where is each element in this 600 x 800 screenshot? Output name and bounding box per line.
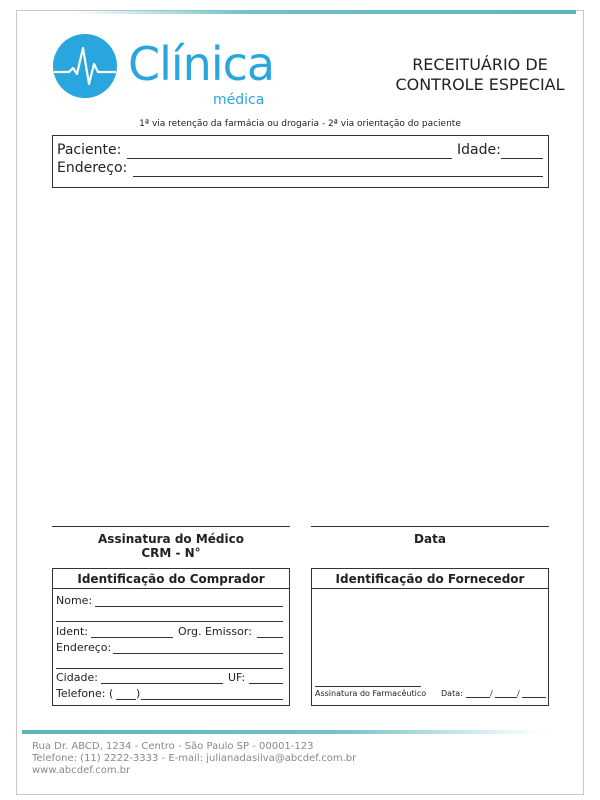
heartbeat-icon [53,34,117,98]
brand-name: Clínica [128,37,275,91]
supplier-title: Identificação do Fornecedor [312,569,548,589]
patient-address-label: Endereço: [57,160,128,176]
buyer-phone-area-field[interactable] [116,699,136,700]
buyer-uf-field[interactable] [249,683,283,684]
pharmacist-signature-label: Assinatura do Farmacêutico [315,689,427,698]
patient-age-field[interactable] [501,158,543,159]
buyer-uf-label: UF: [228,671,246,684]
title-line-2: CONTROLE ESPECIAL [395,75,565,94]
document-title [380,55,580,95]
patient-name-label: Paciente: [57,142,122,158]
supplier-date-month-field[interactable] [495,697,517,698]
date-slash-2: / [517,689,520,698]
supplier-date-day-field[interactable] [466,697,490,698]
buyer-org-field[interactable] [257,637,283,638]
supplier-section [311,568,549,706]
footer-address: Rua Dr. ABCD, 1234 - Centro - São Paulo SP - 00001-123 [32,741,314,752]
clinic-logo [53,34,117,98]
footer-website: www.abcdef.com.br [32,765,131,776]
buyer-city-field[interactable] [101,683,223,684]
date-slash-1: / [490,689,493,698]
buyer-address-field[interactable] [113,653,283,654]
date-signature-line[interactable] [311,526,549,527]
date-label: Data [414,532,446,546]
footer-contact: Telefone: (11) 2222-3333 - E-mail: julianadasilva@abcdef.com.br [32,753,357,764]
crm-label: CRM - N° [141,546,201,560]
brand-subtitle: médica [213,92,265,108]
patient-age-label: Idade: [457,142,501,158]
buyer-name-field-2[interactable] [56,621,283,622]
buyer-org-label: Org. Emissor: [178,625,252,638]
buyer-name-label: Nome: [56,594,93,607]
footer [32,741,356,777]
title-line-1: RECEITUÁRIO DE [412,55,548,74]
buyer-address-label: Endereço: [56,641,112,654]
buyer-phone-label: Telefone: ( [56,687,114,700]
pharmacist-signature-field[interactable] [315,686,421,687]
buyer-name-field[interactable] [95,606,283,607]
buyer-phone-close: ) [136,687,141,700]
doctor-signature-label: Assinatura do Médico [98,532,244,546]
buyer-address-field-2[interactable] [56,668,283,669]
patient-section [52,135,549,188]
copy-instructions: 1ª via retenção da farmácia ou drogaria - 2ª via orientação do paciente [139,119,461,129]
buyer-ident-field[interactable] [91,637,173,638]
supplier-date-label: Data: [441,689,463,698]
buyer-section [52,568,290,706]
buyer-title: Identificação do Comprador [53,569,289,589]
patient-name-field[interactable] [127,158,452,159]
supplier-date-year-field[interactable] [522,697,546,698]
bottom-accent-bar [22,730,542,734]
patient-address-field[interactable] [133,176,543,177]
doctor-signature-line[interactable] [52,526,290,527]
buyer-phone-field[interactable] [141,699,283,700]
buyer-city-label: Cidade: [56,671,98,684]
buyer-ident-label: Ident: [56,625,88,638]
top-accent-bar [70,10,576,14]
